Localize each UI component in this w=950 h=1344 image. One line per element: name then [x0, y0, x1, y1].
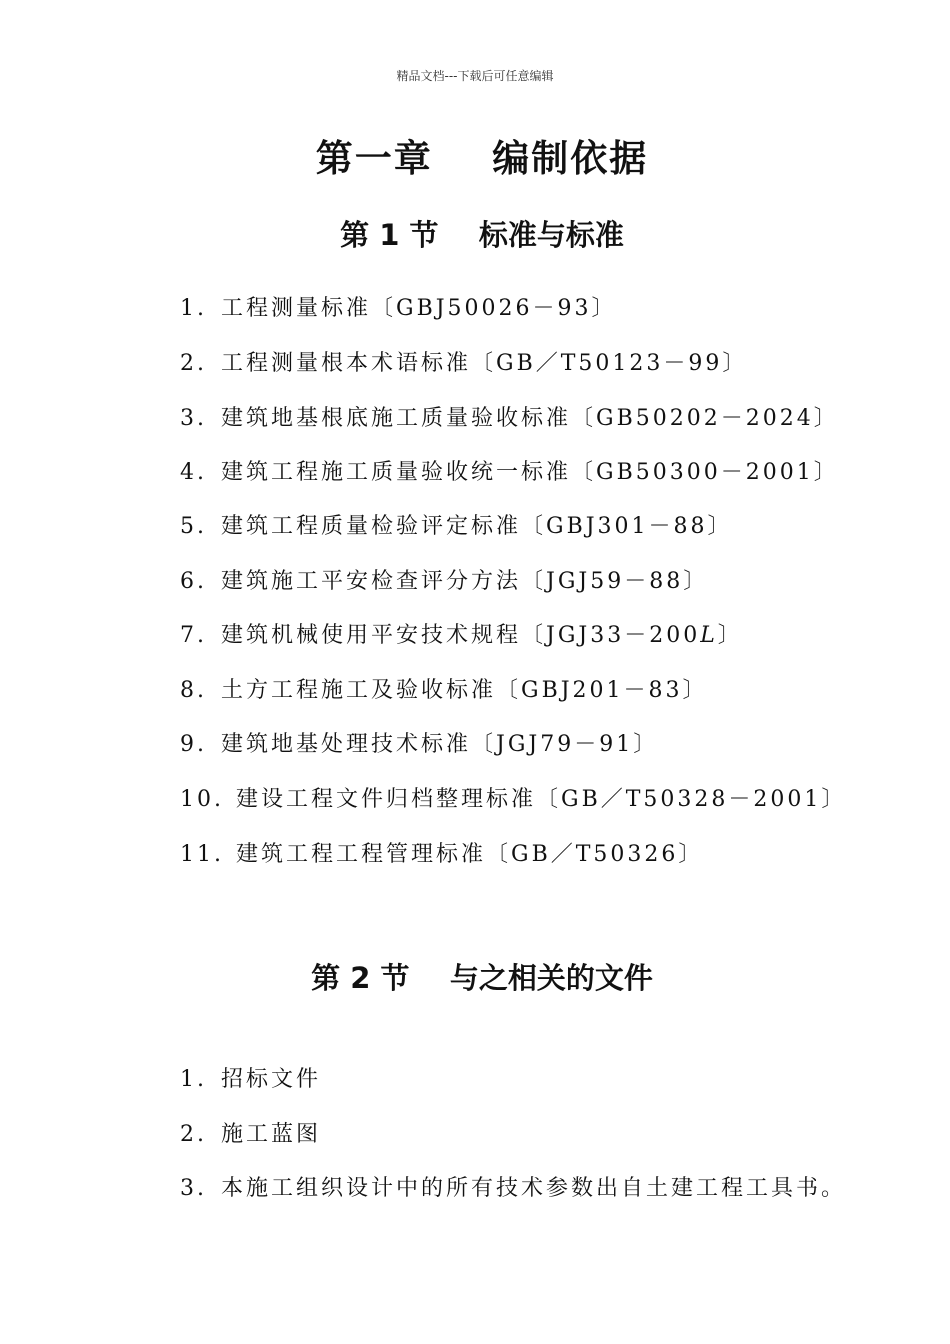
section-1-title: 第 1 节 标准与标准	[340, 218, 624, 252]
item-text: 建筑工程质量检验评定标准〔GBJ301－88〕	[221, 514, 733, 539]
list-item	[180, 623, 743, 649]
chapter-title: 第一章 编制依据	[315, 137, 649, 180]
list-item	[180, 406, 839, 432]
list-item	[180, 351, 747, 377]
item-text: 工程测量根本术语标准〔GB／T50123－99〕	[221, 351, 748, 376]
list-item	[180, 1067, 321, 1093]
item-text: 招标文件	[221, 1067, 322, 1092]
item-number: 3.	[180, 406, 207, 431]
list-item	[180, 569, 708, 595]
item-number: 7.	[180, 623, 207, 648]
item-text: 建筑地基根底施工质量验收标准〔GB50202－2024〕	[221, 406, 839, 431]
item-number: 2.	[180, 351, 207, 376]
item-number: 5.	[180, 514, 207, 539]
item-text: 施工蓝图	[221, 1122, 322, 1147]
item-text: 土方工程施工及验收标准〔GBJ201－83〕	[221, 678, 708, 703]
list-item	[180, 842, 703, 868]
item-text: 工程测量标准〔GBJ50026－93〕	[221, 296, 617, 321]
item-text: 建筑地基处理技术标准〔JGJ79－91〕	[221, 732, 659, 757]
item-number: 3.	[180, 1176, 207, 1201]
item-number: 6.	[180, 569, 207, 594]
item-number: 9.	[180, 732, 207, 757]
list-item	[180, 514, 733, 540]
item-text: 本施工组织设计中的所有技术参数出自土建工程工具书。	[221, 1176, 847, 1201]
item-number: 1.	[180, 1067, 207, 1092]
item-number: 2.	[180, 1122, 207, 1147]
list-item	[180, 678, 708, 704]
list-item	[180, 732, 658, 758]
item-number: 10.	[180, 787, 224, 812]
item-number: 1.	[180, 296, 207, 321]
list-item	[180, 1176, 846, 1202]
page-header-note: 精品文档---下载后可任意编辑	[396, 69, 554, 83]
item-number: 8.	[180, 678, 207, 703]
section-2-title: 第 2 节 与之相关的文件	[311, 961, 653, 995]
item-text: 建筑工程工程管理标准〔GB／T50326〕	[236, 842, 704, 867]
item-text: 建筑施工平安检查评分方法〔JGJ59－88〕	[221, 569, 709, 594]
item-text: 建筑工程施工质量验收统一标准〔GB50300－2001〕	[221, 460, 839, 485]
item-text: 建筑机械使用平安技术规程〔JGJ33－200𝐿〕	[221, 623, 743, 648]
item-number: 4.	[180, 460, 207, 485]
list-item	[180, 787, 846, 813]
list-item	[180, 1122, 321, 1148]
item-text: 建设工程文件归档整理标准〔GB／T50328－2001〕	[236, 787, 847, 812]
item-number: 11.	[180, 842, 224, 867]
list-item	[180, 296, 617, 322]
list-item	[180, 460, 839, 486]
